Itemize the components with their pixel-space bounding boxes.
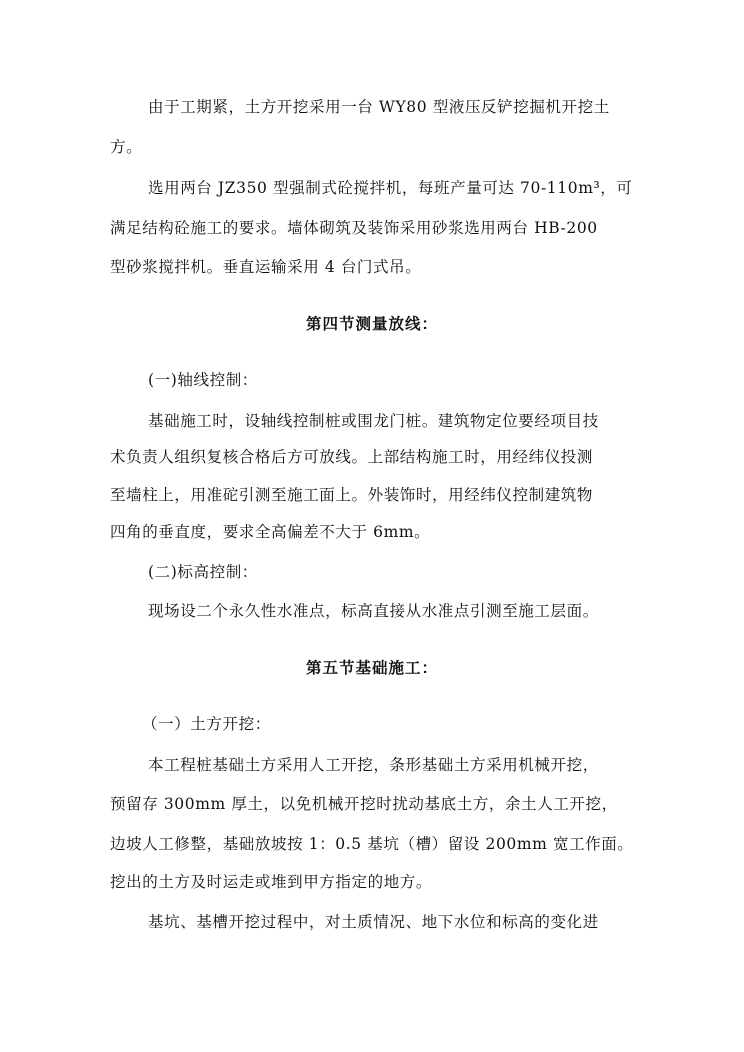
paragraph-line: 基坑、基槽开挖过程中，对土质情况、地下水位和标高的变化进 <box>148 913 599 931</box>
subsection-title: （一）土方开挖： <box>142 715 271 733</box>
paragraph-line: 现场设二个永久性水准点，标高直接从水准点引测至施工层面。 <box>148 602 599 620</box>
paragraph-line: 型砂浆搅拌机。垂直运输采用 4 台门式吊。 <box>110 258 422 276</box>
paragraph-line: 预留存 300mm 厚土，以免机械开挖时扰动基底土方，余土人工开挖， <box>110 795 618 813</box>
section-heading: 第四节测量放线： <box>305 314 438 333</box>
paragraph-line: 挖出的土方及时运走或堆到甲方指定的地方。 <box>110 873 433 891</box>
paragraph-line: 满足结构砼施工的要求。墙体砌筑及装饰采用砂浆选用两台 HB-200 <box>110 219 598 237</box>
paragraph-line: 选用两台 JZ350 型强制式砼搅拌机，每班产量可达 70-110m³，可 <box>148 179 633 197</box>
section-heading: 第五节基础施工： <box>305 658 438 677</box>
paragraph-line: 本工程桩基础土方采用人工开挖，条形基础土方采用机械开挖， <box>148 756 599 774</box>
paragraph-line: 至墙柱上，用准砣引测至施工面上。外装饰时，用经纬仪控制建筑物 <box>110 486 594 504</box>
paragraph-line: 由于工期紧，土方开挖采用一台 WY80 型液压反铲挖掘机开挖土 <box>148 98 610 116</box>
paragraph-line: 术负责人组织复核合格后方可放线。上部结构施工时，用经纬仪投测 <box>110 448 594 466</box>
subsection-title: (一)轴线控制： <box>148 371 258 389</box>
paragraph-line: 基础施工时，设轴线控制桩或围龙门桩。建筑物定位要经项目技 <box>148 412 599 430</box>
subsection-title: (二)标高控制： <box>148 563 258 581</box>
paragraph-line: 方。 <box>110 138 143 156</box>
paragraph-line: 四角的垂直度，要求全高偏差不大于 6mm。 <box>110 523 431 541</box>
paragraph-line: 边坡人工修整，基础放坡按 1：0.5 基坑（槽）留设 200mm 宽工作面。 <box>110 835 634 853</box>
